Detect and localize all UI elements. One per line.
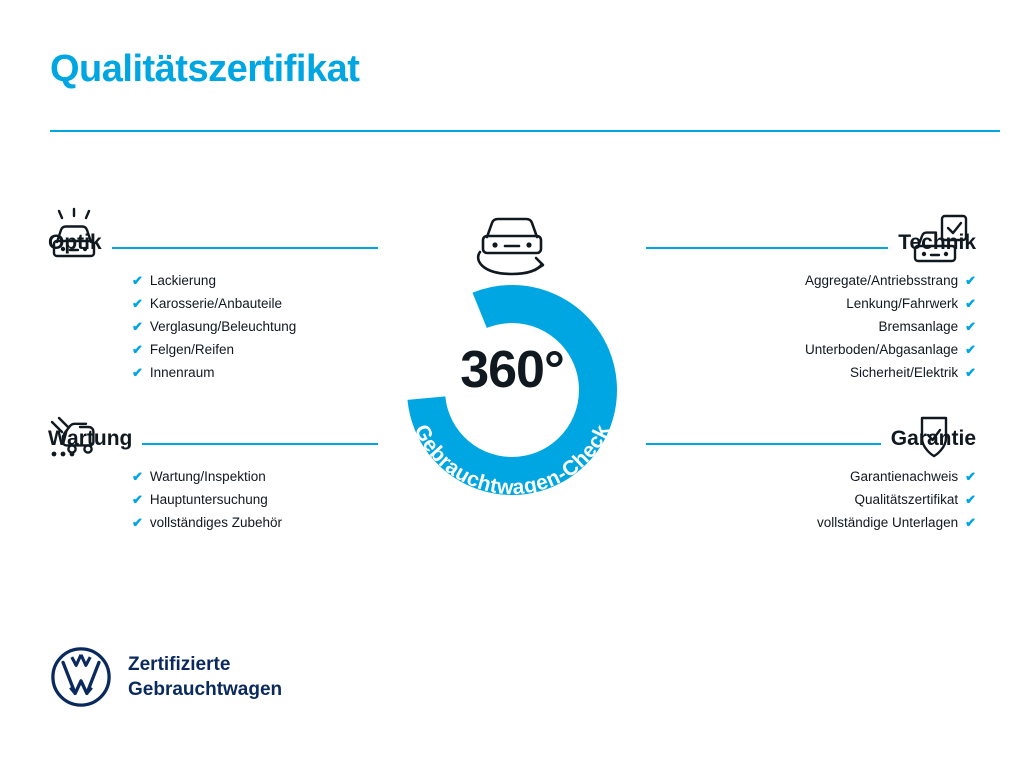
check-icon: ✔ — [132, 492, 143, 507]
page-title: Qualitätszertifikat — [50, 48, 360, 90]
check-icon: ✔ — [965, 515, 976, 530]
section-technik-list — [646, 269, 976, 384]
check-icon: ✔ — [965, 469, 976, 484]
section-optik-list — [48, 269, 378, 384]
section-optik-title: Optik — [48, 231, 102, 254]
section-garantie — [646, 428, 976, 550]
list-item-label: vollständiges Zubehör — [149, 515, 282, 530]
section-wartung-header — [48, 428, 378, 451]
check-badge — [378, 198, 646, 498]
list-item — [646, 269, 976, 292]
check-icon: ✔ — [132, 469, 143, 484]
section-technik — [646, 232, 976, 400]
list-item-label: Innenraum — [149, 365, 215, 380]
list-item-label: Wartung/Inspektion — [149, 469, 266, 484]
check-icon: ✔ — [965, 492, 976, 507]
check-icon: ✔ — [965, 342, 976, 357]
list-item-label: Verglasung/Beleuchtung — [149, 319, 297, 334]
section-wartung-rule — [142, 443, 378, 445]
car-rotation-icon — [478, 219, 543, 274]
list-item-label: Bremsanlage — [878, 319, 959, 334]
list-item-label: Garantienachweis — [850, 469, 959, 484]
list-item-label: Hauptuntersuchung — [149, 492, 268, 507]
badge-arc-text: Gebrauchtwagen-Check — [409, 420, 615, 498]
list-item-label: vollständige Unterlagen — [817, 515, 959, 530]
check-icon: ✔ — [132, 515, 143, 530]
check-icon: ✔ — [965, 365, 976, 380]
list-item — [132, 488, 378, 511]
list-item — [132, 511, 378, 534]
list-item — [646, 488, 976, 511]
list-item — [132, 292, 378, 315]
check-icon: ✔ — [132, 342, 143, 357]
vw-logo — [50, 646, 112, 708]
list-item-label: Lenkung/Fahrwerk — [846, 296, 959, 311]
section-optik — [48, 232, 378, 400]
footer-line-1: Zertifizierte — [128, 654, 231, 675]
footer-line-2: Gebrauchtwagen — [128, 679, 283, 700]
list-item — [132, 465, 378, 488]
list-item — [132, 361, 378, 384]
section-technik-header — [646, 232, 976, 255]
list-item — [646, 511, 976, 534]
check-icon: ✔ — [132, 296, 143, 311]
section-wartung — [48, 428, 378, 550]
list-item-label: Unterboden/Abgasanlage — [804, 342, 959, 357]
section-garantie-list — [646, 465, 976, 534]
list-item-label: Lackierung — [149, 273, 216, 288]
list-item — [646, 338, 976, 361]
footer-text — [128, 652, 282, 702]
list-item — [646, 361, 976, 384]
list-item — [132, 315, 378, 338]
list-item-label: Qualitätszertifikat — [854, 492, 959, 507]
header-divider — [50, 130, 1000, 132]
list-item — [646, 315, 976, 338]
section-optik-rule — [112, 247, 378, 249]
section-wartung-title: Wartung — [48, 427, 133, 450]
check-icon: ✔ — [965, 296, 976, 311]
check-icon: ✔ — [965, 319, 976, 334]
list-item — [646, 465, 976, 488]
list-item — [132, 338, 378, 361]
section-wartung-list — [48, 465, 378, 534]
section-garantie-title: Garantie — [890, 427, 976, 450]
section-optik-header — [48, 232, 378, 255]
badge-degrees: 360° — [460, 341, 564, 399]
list-item — [646, 292, 976, 315]
check-icon: ✔ — [965, 273, 976, 288]
section-technik-rule — [646, 247, 888, 249]
check-icon: ✔ — [132, 365, 143, 380]
list-item-label: Karosserie/Anbauteile — [149, 296, 282, 311]
section-technik-title: Technik — [898, 231, 976, 254]
list-item-label: Aggregate/Antriebsstrang — [804, 273, 959, 288]
list-item-label: Felgen/Reifen — [149, 342, 234, 357]
check-icon: ✔ — [132, 273, 143, 288]
list-item — [132, 269, 378, 292]
check-icon: ✔ — [132, 319, 143, 334]
list-item-label: Sicherheit/Elektrik — [850, 365, 959, 380]
footer-brand — [50, 646, 282, 708]
section-garantie-rule — [646, 443, 881, 445]
section-garantie-header — [646, 428, 976, 451]
